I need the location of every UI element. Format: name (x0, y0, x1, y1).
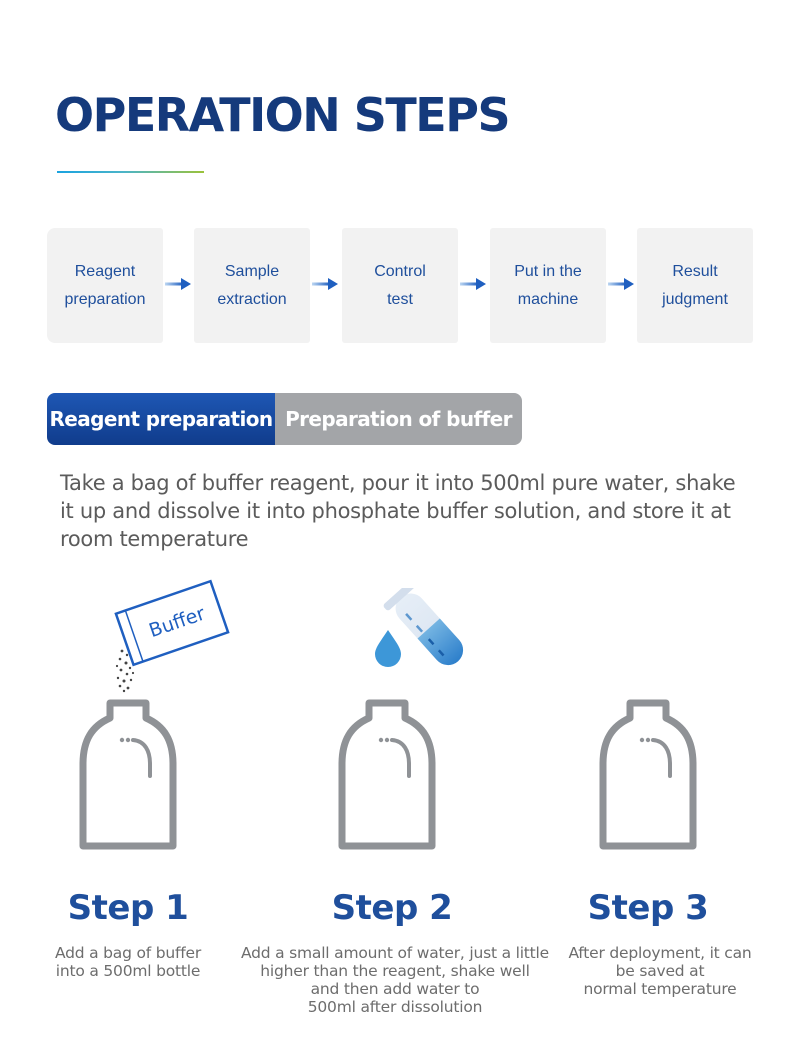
water-drop-icon (375, 630, 401, 667)
bottle-icon (78, 698, 178, 850)
test-tube-icon (370, 588, 480, 680)
arrow-right-icon (459, 277, 487, 291)
bottle-icon (598, 698, 698, 850)
step-2-description: Add a small amount of water, just a little higher than the reagent, shake well and then add water to 500ml after dissolution (240, 944, 550, 1016)
flow-step-sample-extraction: Sample extraction (194, 228, 310, 343)
instruction-text: Take a bag of buffer reagent, pour it into 500ml pure water, shake it up and dissolve it into phosphate buffer solution, and store it at room temperature (60, 471, 736, 551)
page-title: OPERATION STEPS (55, 88, 510, 142)
section-tabs (47, 393, 522, 445)
step-2-title: Step 2 (331, 888, 453, 928)
arrow-right-icon (164, 277, 192, 291)
bag-label: Buffer (146, 602, 208, 643)
tab-reagent-preparation[interactable]: Reagent preparation (47, 393, 275, 445)
step-3-description: After deployment, it can be saved at normal temperature (568, 944, 752, 998)
flow-step-reagent-preparation: Reagent preparation (47, 228, 163, 343)
process-flow (47, 228, 753, 343)
title-underline (57, 171, 204, 173)
bottle-icon (337, 698, 437, 850)
step-1-description: Add a bag of buffer into a 500ml bottle (54, 944, 202, 980)
buffer-bag-icon (100, 578, 240, 696)
flow-step-result-judgment: Result judgment (637, 228, 753, 343)
step-1-title: Step 1 (67, 888, 189, 928)
arrow-right-icon (311, 277, 339, 291)
step-3-title: Step 3 (587, 888, 709, 928)
arrow-right-icon (607, 277, 635, 291)
tab-preparation-of-buffer[interactable]: Preparation of buffer (275, 393, 522, 445)
flow-step-put-in-machine: Put in the machine (490, 228, 606, 343)
flow-step-control-test: Control test (342, 228, 458, 343)
